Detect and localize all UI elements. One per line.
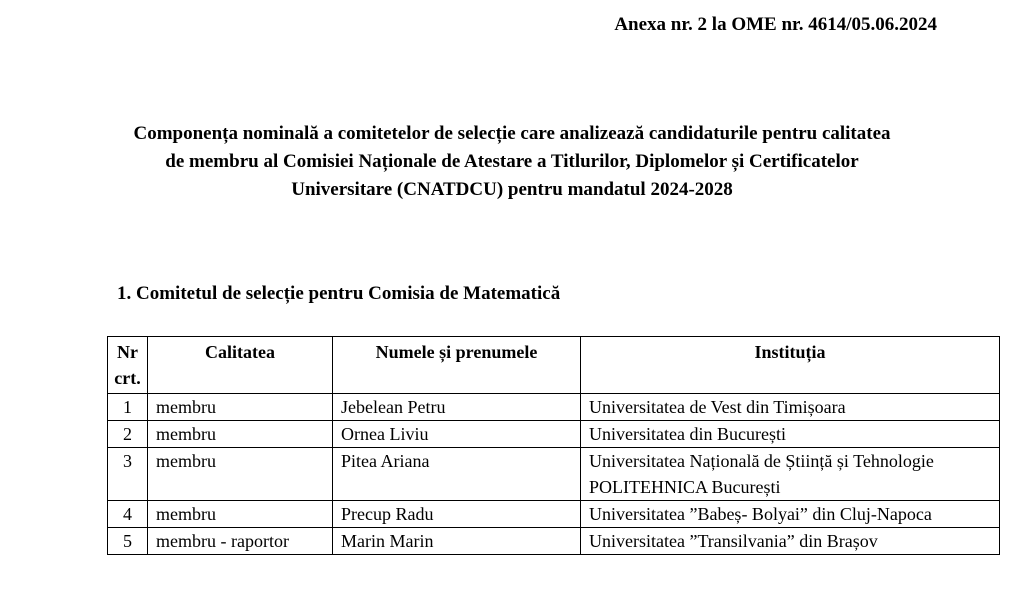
document-title [60, 120, 964, 204]
document-title-line-1: Componența nominală a comitetelor de selecție care analizează candidaturile pentru calitatea [133, 123, 891, 144]
cell-calitatea: membru [148, 421, 333, 448]
cell-nr: 1 [108, 394, 148, 421]
cell-institutia: Universitatea din București [581, 421, 1000, 448]
cell-nr: 4 [108, 501, 148, 528]
cell-nr: 5 [108, 528, 148, 555]
cell-calitatea: membru [148, 448, 333, 501]
cell-calitatea: membru [148, 394, 333, 421]
cell-institutia: Universitatea ”Babeș- Bolyai” din Cluj-Napoca [581, 501, 1000, 528]
table-row [108, 421, 1000, 448]
cell-calitatea: membru - raportor [148, 528, 333, 555]
document-title-line-2: de membru al Comisiei Naționale de Atestare a Titlurilor, Diplomelor și Certificatelor [165, 151, 859, 172]
cell-numele: Marin Marin [333, 528, 581, 555]
annex-reference: Anexa nr. 2 la OME nr. 4614/05.06.2024 [614, 14, 937, 35]
cell-numele: Pitea Ariana [333, 448, 581, 501]
cell-nr: 2 [108, 421, 148, 448]
header-nr-line1: Nr [117, 342, 138, 362]
cell-institutia: Universitatea de Vest din Timișoara [581, 394, 1000, 421]
cell-calitatea: membru [148, 501, 333, 528]
cell-institutia: Universitatea Națională de Știință și Tehnologie POLITEHNICA București [581, 448, 1000, 501]
cell-institutia: Universitatea ”Transilvania” din Brașov [581, 528, 1000, 555]
table-header-row [108, 337, 1000, 394]
cell-nr: 3 [108, 448, 148, 501]
header-calitatea: Calitatea [148, 337, 333, 394]
header-nr-crt [108, 337, 148, 394]
header-nr-line2: crt. [114, 368, 141, 388]
table-row [108, 394, 1000, 421]
document-title-line-3: Universitare (CNATDCU) pentru mandatul 2024-2028 [291, 179, 733, 200]
header-numele: Numele și prenumele [333, 337, 581, 394]
header-institutia: Instituția [581, 337, 1000, 394]
table-row [108, 501, 1000, 528]
table-row [108, 448, 1000, 501]
committee-table [107, 336, 1000, 555]
cell-numele: Ornea Liviu [333, 421, 581, 448]
table-row [108, 528, 1000, 555]
cell-numele: Precup Radu [333, 501, 581, 528]
section-heading: 1. Comitetul de selecție pentru Comisia de Matematică [117, 283, 561, 304]
cell-numele: Jebelean Petru [333, 394, 581, 421]
